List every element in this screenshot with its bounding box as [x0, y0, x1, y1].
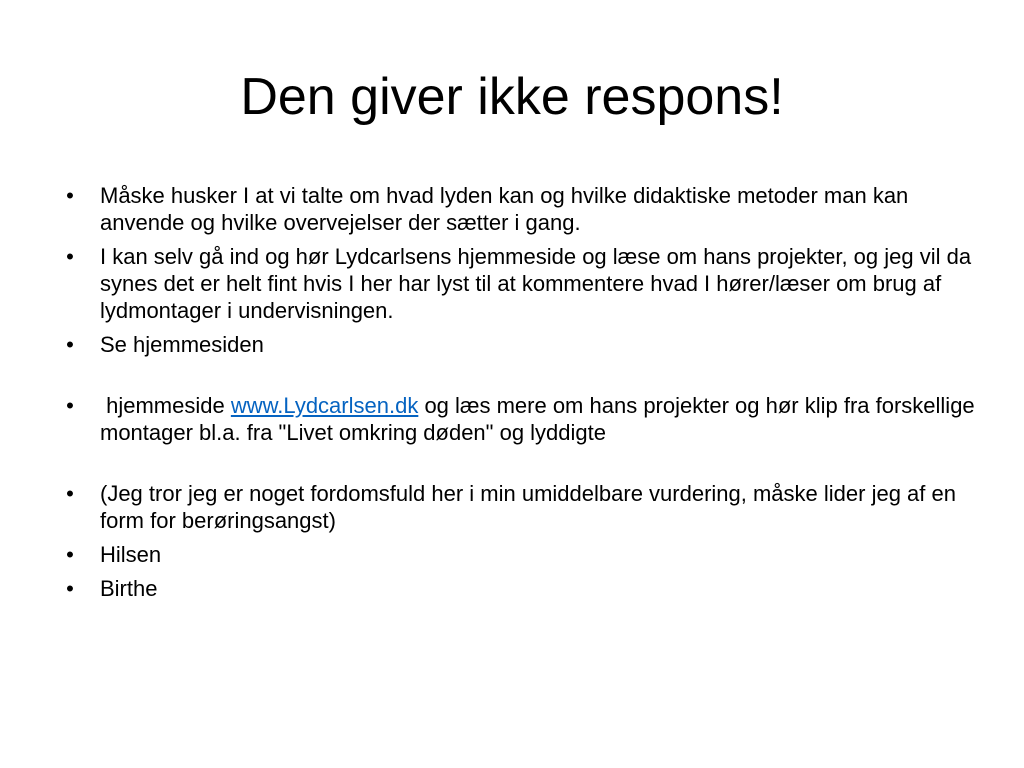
list-item-text: Hilsen: [100, 542, 162, 567]
list-item: [60, 331, 980, 358]
bullet-list: [60, 182, 980, 609]
bullet-icon: •: [66, 481, 74, 506]
list-item: [60, 392, 980, 446]
list-item: [60, 182, 980, 236]
list-item-text: Måske husker I at vi talte om hvad lyden kan og hvilke didaktiske metoder man kan anvende og hvilke overvejelser der sætter i gang.: [100, 183, 909, 235]
list-item: [60, 480, 980, 534]
list-item-prefix: hjemmeside: [100, 393, 231, 418]
bullet-icon: •: [66, 576, 74, 601]
bullet-icon: •: [66, 244, 74, 269]
list-item-text: Birthe: [100, 576, 158, 601]
list-item: [60, 243, 980, 324]
bullet-icon: •: [66, 332, 74, 357]
list-item-text: Se hjemmesiden: [100, 332, 264, 357]
slide-title: Den giver ikke respons!: [240, 68, 784, 126]
website-link[interactable]: www.Lydcarlsen.dk: [230, 393, 419, 418]
list-item-suffix: og læs mere om hans projekter og hør klip fra forskellige montager bl.a. fra "Livet omkring døden" og lyddigte: [100, 393, 981, 445]
bullet-icon: •: [66, 393, 74, 418]
list-item-text: (Jeg tror jeg er noget fordomsfuld her i min umiddelbare vurdering, måske lider jeg af en form for berøringsangst): [100, 481, 956, 533]
list-item: [60, 541, 980, 568]
list-item-text: I kan selv gå ind og hør Lydcarlsens hjemmeside og læse om hans projekter, og jeg vil da synes det er helt fint hvis I her har lyst til at kommentere hvad I hører/læser om brug af lydmontager i undervisningen.: [100, 244, 972, 323]
bullet-icon: •: [66, 183, 74, 208]
list-item: [60, 575, 980, 602]
bullet-icon: •: [66, 542, 74, 567]
list-item-text: [100, 393, 981, 445]
